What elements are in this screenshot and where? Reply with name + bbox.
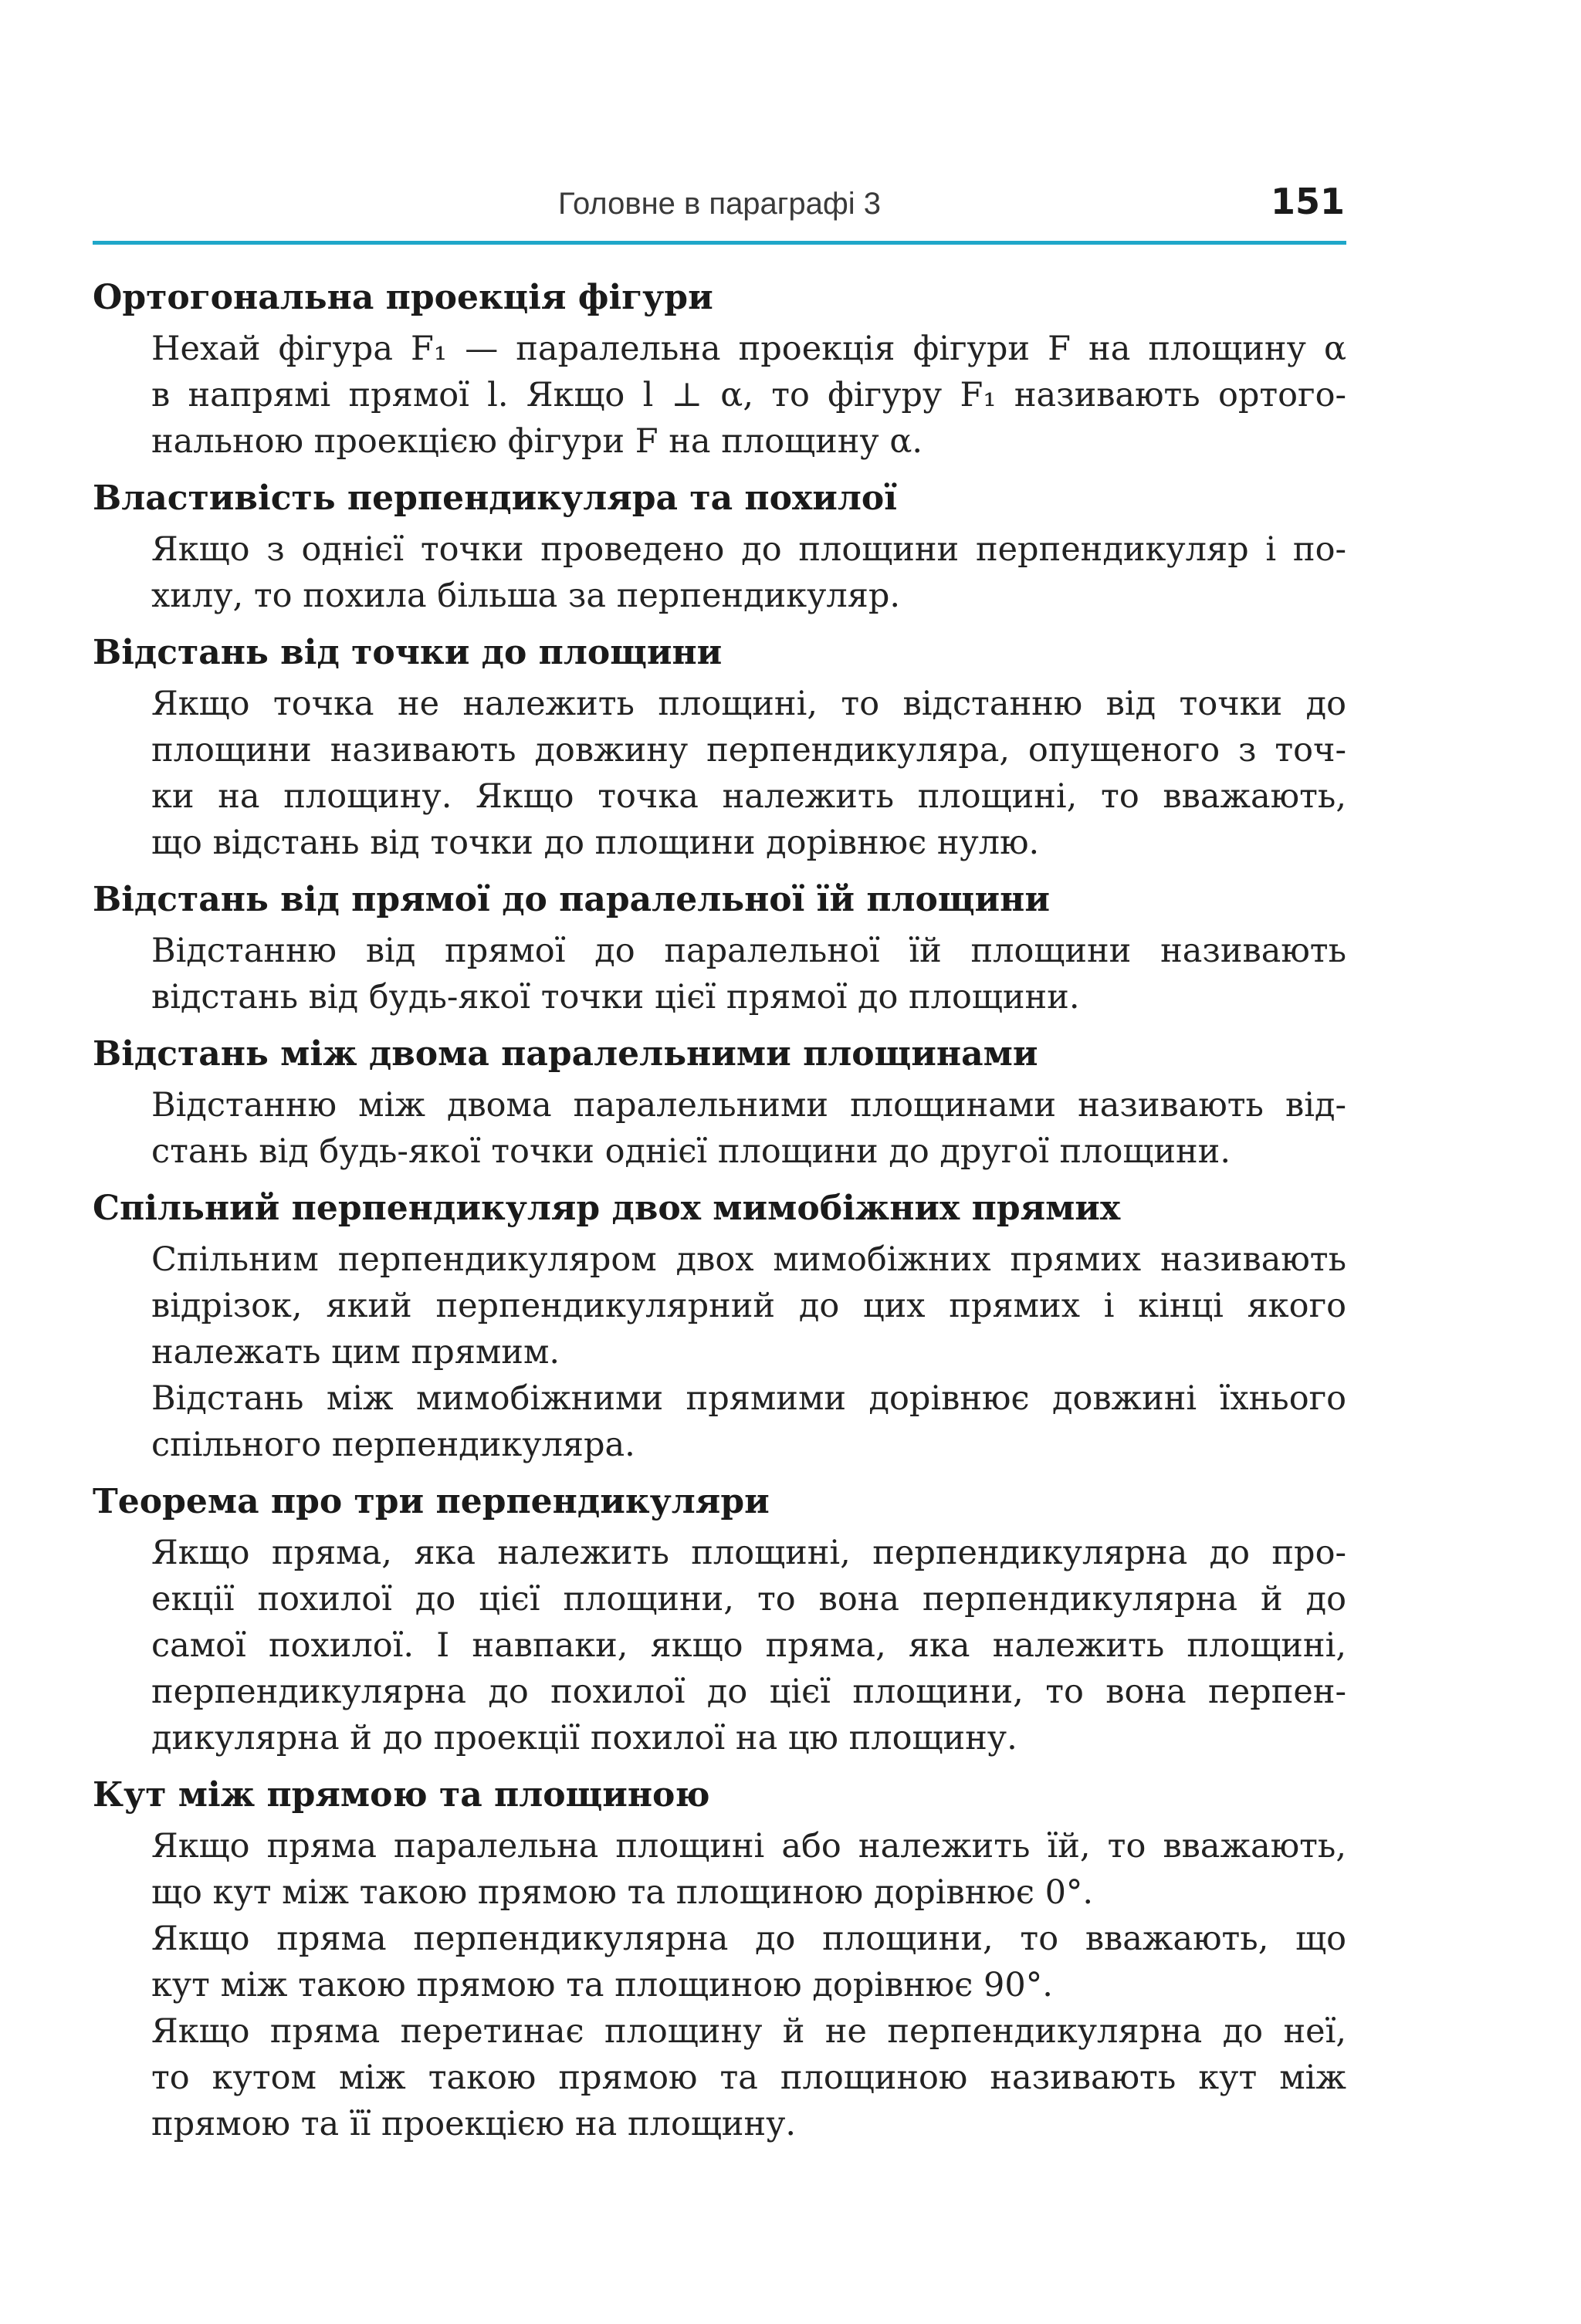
body-text-line: самої похилої. І навпаки, якщо пряма, яка належить площині, [151, 1626, 1346, 1665]
body-text-line: Спільним перпендикуляром двох мимобіжних прямих називають [151, 1240, 1346, 1279]
body-text-line: Відстанню між двома паралельними площинами називають від- [151, 1086, 1346, 1125]
definition-section [93, 275, 1346, 465]
section-title: Теорема про три перпендикуляри [93, 1482, 770, 1521]
body-text-line: дикулярна й до проекції похилої на цю площину. [151, 1719, 1017, 1757]
section-title: Спільний перпендикуляр двох мимобіжних прямих [93, 1189, 1121, 1228]
body-text-line: Відстань між мимобіжними прямими дорівнює довжині їхнього [151, 1379, 1346, 1418]
body-text-line: спільного перпендикуляра. [151, 1426, 635, 1464]
body-text-line: що відстань від точки до площини дорівнює нулю. [151, 824, 1040, 862]
body-text-line: Якщо пряма паралельна площині або належить їй, то вважають, [151, 1827, 1346, 1866]
definition-section [93, 877, 1346, 1020]
body-text-line: ки на площину. Якщо точка належить площині, то вважають, [151, 777, 1346, 816]
header-divider [93, 241, 1346, 245]
section-title: Ортогональна проекція фігури [93, 278, 713, 317]
body-text-line: стань від будь-якої точки однієї площини до другої площини. [151, 1132, 1231, 1171]
body-text-line: в напрямі прямої l. Якщо l ⊥ α, то фігуру F₁ називають ортого- [151, 376, 1346, 414]
section-body [151, 1530, 1346, 1761]
summary-content [93, 275, 1346, 2158]
section-title: Відстань від прямої до паралельної їй площини [93, 880, 1050, 919]
running-head-title: Головне в параграфі 3 [557, 187, 882, 221]
body-text-line: Якщо пряма перетинає площину й не перпендикулярна до неї, [151, 2012, 1346, 2051]
definition-section [93, 475, 1346, 619]
body-text-line: нальною проекцією фігури F на площину α. [151, 422, 923, 461]
body-text-line: належать цим прямим. [151, 1333, 560, 1372]
body-text-line: площини називають довжину перпендикуляра, опущеного з точ- [151, 731, 1346, 770]
definition-section [93, 1031, 1346, 1175]
section-body [151, 526, 1346, 619]
body-text-line: Відстанню від прямої до паралельної їй площини називають [151, 932, 1346, 970]
section-body [151, 928, 1346, 1020]
section-title: Відстань від точки до площини [93, 633, 723, 672]
body-text-line: прямою та її проекцією на площину. [151, 2105, 797, 2143]
body-text-line: що кут між такою прямою та площиною дорівнює 0°. [151, 1873, 1094, 1912]
body-text-line: Якщо з однієї точки проведено до площини перпендикуляр і по- [151, 530, 1346, 569]
section-body [151, 1236, 1346, 1468]
section-body [151, 326, 1346, 465]
body-text-line: Якщо точка не належить площині, то відстанню від точки до [151, 685, 1346, 723]
body-text-line: перпендикулярна до похилої до цієї площини, то вона перпен- [151, 1673, 1346, 1711]
body-text-line: кут між такою прямою та площиною дорівнює 90°. [151, 1966, 1053, 2004]
body-text-line: хилу, то похила більша за перпендикуляр. [151, 577, 901, 615]
body-text-line: екції похилої до цієї площини, то вона перпендикулярна й до [151, 1580, 1346, 1619]
body-text-line: відстань від будь-якої точки цієї прямої до площини. [151, 978, 1080, 1017]
body-text-line: Якщо пряма перпендикулярна до площини, то вважають, що [151, 1920, 1346, 1958]
section-title: Кут між прямою та площиною [93, 1775, 710, 1815]
page-number: 151 [1270, 181, 1345, 222]
definition-section [93, 1479, 1346, 1761]
definition-section [93, 1772, 1346, 2147]
section-title: Відстань між двома паралельними площинами [93, 1034, 1038, 1074]
body-text-line: Якщо пряма, яка належить площині, перпендикулярна до про- [151, 1534, 1346, 1572]
section-body [151, 681, 1346, 866]
section-title: Властивість перпендикуляра та похилої [93, 479, 897, 518]
section-body [151, 1082, 1346, 1175]
body-text-line: то кутом між такою прямою та площиною називають кут між [151, 2058, 1346, 2097]
body-text-line: відрізок, який перпендикулярний до цих прямих і кінці якого [151, 1287, 1346, 1325]
section-body [151, 1823, 1346, 2147]
body-text-line: Нехай фігура F₁ — паралельна проекція фігури F на площину α [151, 330, 1346, 368]
definition-section [93, 1186, 1346, 1468]
page-header [93, 179, 1346, 241]
definition-section [93, 630, 1346, 866]
